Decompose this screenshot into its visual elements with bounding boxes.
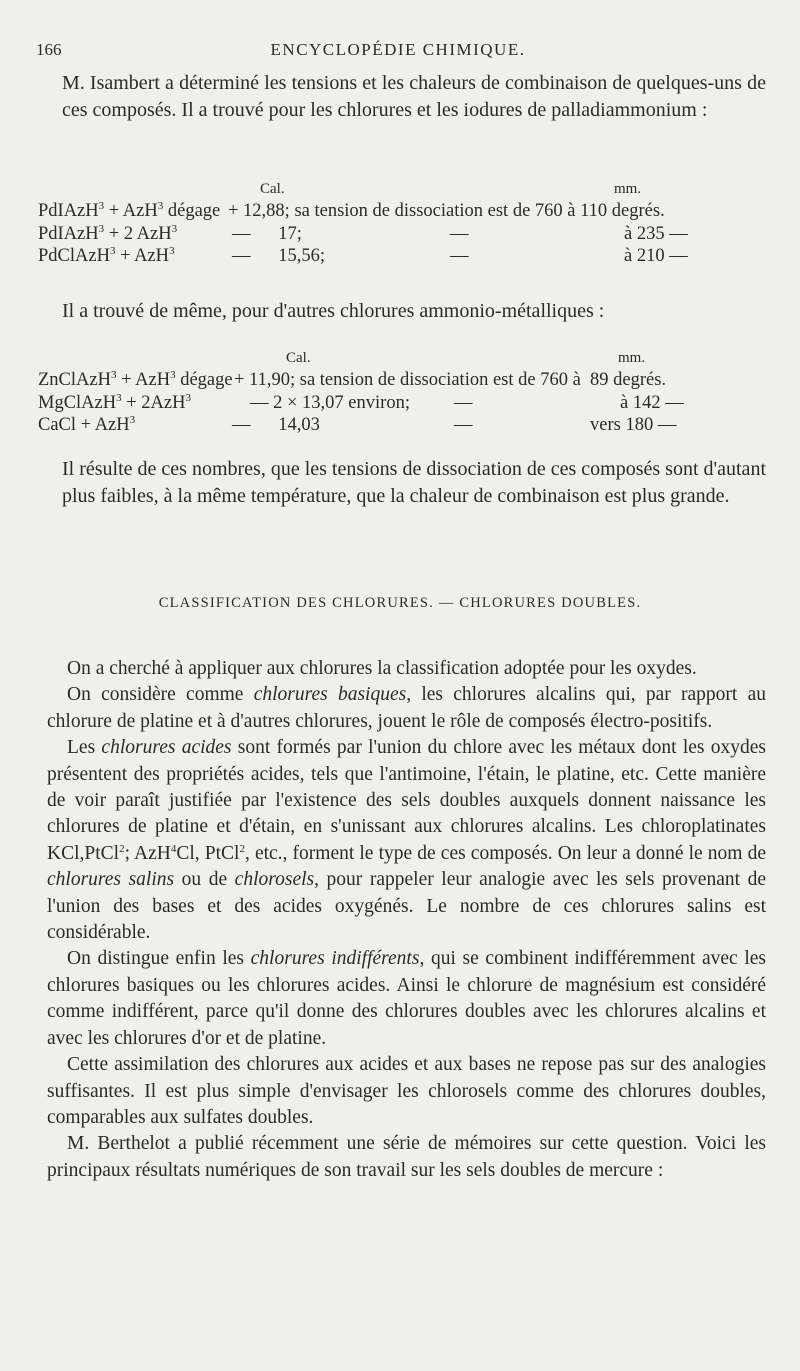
table-row: CaCl + AzH$^3$ — 14,03 — vers 180 — <box>38 414 677 435</box>
paragraph: On distingue enfin les chlorures indifférents, qui se combinent indifféremment avec les chlorures basiques ou les chlorures acides. Ainsi le chlorure de magnésium est considéré comme indifférent, parce qu'il donne des chlorures doubles avec les chlorures alcalins et avec les chlorures d'or et de platine. <box>47 948 766 1049</box>
paragraph: On a cherché à appliquer aux chlorures la classification adoptée pour les oxydes. <box>67 658 697 679</box>
table-row: ZnClAzH$^3$ + AzH$^3$ dégage + 11,90; sa tension de dissociation est de 760 à 89 degrés. <box>38 369 667 390</box>
intro-paragraph-2: Il a trouvé de même, pour d'autres chlorures ammonio-métalliques : <box>62 300 605 322</box>
palladiammonium-table <box>38 181 768 269</box>
page-header <box>36 40 760 64</box>
section-body <box>47 656 766 1184</box>
unit-mm: mm. <box>618 350 646 366</box>
intro-paragraph-1: M. Isambert a déterminé les tensions et les chaleurs de combinaison de quelques-uns de ces composés. Il a trouvé pour les chlorures et les iodures de palladiammonium : <box>62 72 766 121</box>
section-title: CLASSIFICATION DES CHLORURES. — CHLORURES DOUBLES. <box>158 595 642 611</box>
table-row: MgClAzH$^3$ + 2AzH$^3$ — 2 × 13,07 environ; — à 142 — <box>38 391 684 413</box>
running-title: ENCYCLOPÉDIE CHIMIQUE. <box>270 40 526 59</box>
table-row: PdIAzH$^3$ + 2 AzH$^3$ — 17; — à 235 — <box>38 222 688 244</box>
paragraph: Cette assimilation des chlorures aux acides et aux bases ne repose pas sur des analogies suffisantes. Il est plus simple d'envisager les chlorosels comme des chlorures doubles, comparables aux sulfates doubles. <box>47 1054 766 1128</box>
paragraph: M. Berthelot a publié récemment une série de mémoires sur cette question. Voici les principaux résultats numériques de son travail sur les sels doubles de mercure : <box>47 1133 766 1181</box>
unit-cal: Cal. <box>260 181 285 197</box>
table-row: PdIAzH$^3$ + AzH$^3$ dégage + 12,88; sa tension de dissociation est de 760 à 110 degrés. <box>38 200 665 221</box>
unit-cal: Cal. <box>286 350 311 366</box>
page-number: 166 <box>36 40 62 59</box>
conclusion-paragraph: Il résulte de ces nombres, que les tensions de dissociation de ces composés sont d'autant plus faibles, à la même température, que la chaleur de combinaison est plus grande. <box>62 458 766 507</box>
paragraph: Les chlorures acides sont formés par l'union du chlore avec les métaux dont les oxydes présentent des propriétés acides, tels que l'antimoine, l'étain, le platine, etc. Cette manière de voir paraît justifiée par l'existence des sels doubles auxquels donnent naissance les chlorures de platine et d'étain, en s'unissant aux chlorures alcalins. Les chloroplatinates KCl,PtCl$^2$; AzH$^4$Cl, PtCl$^2$, etc., forment le type de ces composés. On leur a donné le nom de chlorures salins ou de chlorosels, pour rappeler leur analogie avec les sels provenant de l'union des bases et des acides oxygénés. Le nombre de ces chlorures salins est considérable. <box>47 737 767 944</box>
unit-mm: mm. <box>614 181 642 197</box>
paragraph: On considère comme chlorures basiques, les chlorures alcalins qui, par rapport au chlorure de platine et à d'autres chlorures, jouent le rôle de composés électro-positifs. <box>47 684 766 732</box>
table-row: PdClAzH$^3$ + AzH$^3$ — 15,56; — à 210 — <box>38 245 688 266</box>
ammonio-metallic-chlorides-table <box>38 350 768 438</box>
